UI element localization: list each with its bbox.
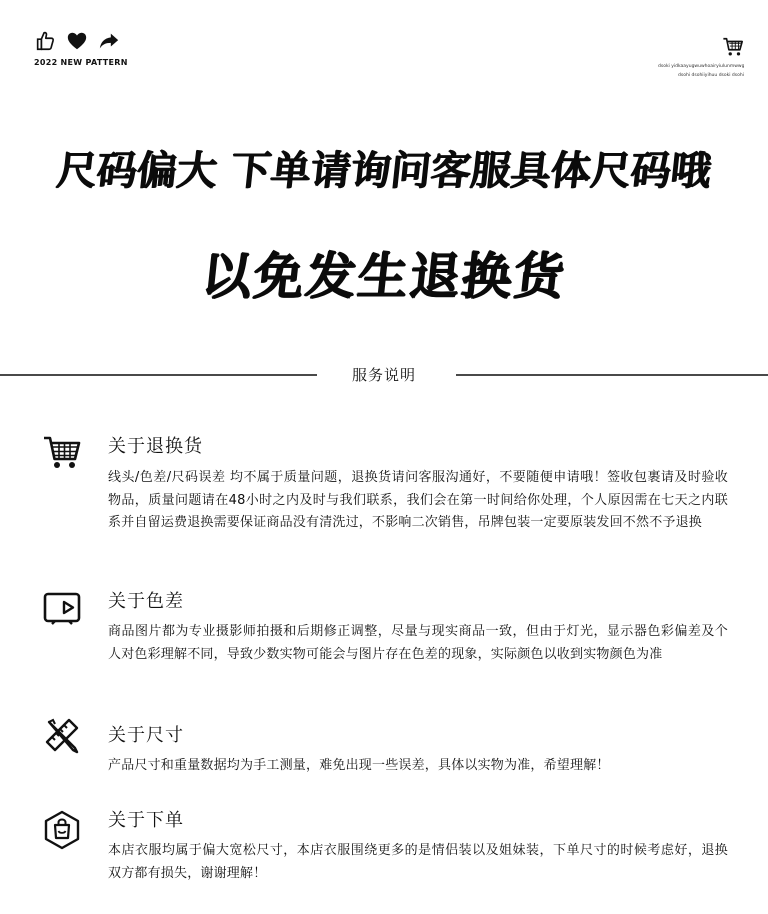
ruler-pencil-icon — [42, 715, 82, 755]
section-title-order: 关于下单 — [108, 810, 184, 831]
section-body-returns: 线头/色差/尺码误差 均不属于质量问题，退换货请问客服沟通好，不要随便申请哦！签收包裹请及时验收物品，质量问题请在48小时之内及时与我们联系，我们会在第一时间给你处理，个人原因需在七天之内联系并自留运费退换需要保证商品没有清洗过，不影响二次销售，吊牌包装一定要原装发回不然不予退换 — [108, 470, 728, 530]
shopping-bag-icon — [42, 810, 82, 850]
corner-cart — [658, 36, 744, 80]
shopping-cart-icon — [658, 36, 744, 62]
video-camera-icon — [42, 587, 82, 627]
tiny-text-line-2: dsohi dsohiiyihuu dsoki dsohi — [678, 73, 744, 78]
top-icon-row — [34, 30, 154, 52]
section-body-size: 产品尺寸和重量数据均为手工测量，难免出现一些误差，具体以实物为准，希望理解！ — [108, 758, 610, 773]
shopping-cart-icon — [42, 432, 82, 472]
headline-avoid-returns: 以免发生退换货 — [198, 247, 570, 305]
divider-title: 服务说明 — [351, 366, 416, 384]
heart-icon — [66, 30, 88, 52]
section-title-size: 关于尺寸 — [108, 725, 184, 746]
section-body-order: 本店衣服均属于偏大宽松尺寸，本店衣服围绕更多的是情侣装以及姐妹装，下单尺寸的时候考虑好，退换双方都有损失，谢谢理解！ — [108, 843, 728, 881]
share-arrow-icon — [98, 30, 120, 52]
thumbs-up-icon — [34, 30, 56, 52]
section-body-color: 商品图片都为专业摄影师拍摄和后期修正调整，尽量与现实商品一致，但由于灯光，显示器色彩偏差及个人对色彩理解不同，导致少数实物可能会与图片存在色差的现象，实际颜色以收到实物颜色为准 — [108, 624, 728, 662]
section-color — [0, 585, 768, 695]
section-title-returns: 关于退换货 — [108, 436, 203, 457]
divider-line-right — [456, 374, 768, 376]
section-returns — [0, 428, 768, 568]
headline-size-notice: 尺码偏大 下单请询问客服具体尺码哦 — [54, 148, 714, 194]
brand-corner — [34, 30, 154, 67]
tiny-text-line-1: dsoki yidkaayugwuwhoairyiulunmwwg — [658, 64, 744, 69]
section-order — [0, 806, 768, 906]
pattern-label: 2022 NEW PATTERN — [34, 58, 128, 67]
section-title-color: 关于色差 — [108, 591, 184, 612]
section-size — [0, 715, 768, 785]
service-divider — [0, 362, 768, 386]
